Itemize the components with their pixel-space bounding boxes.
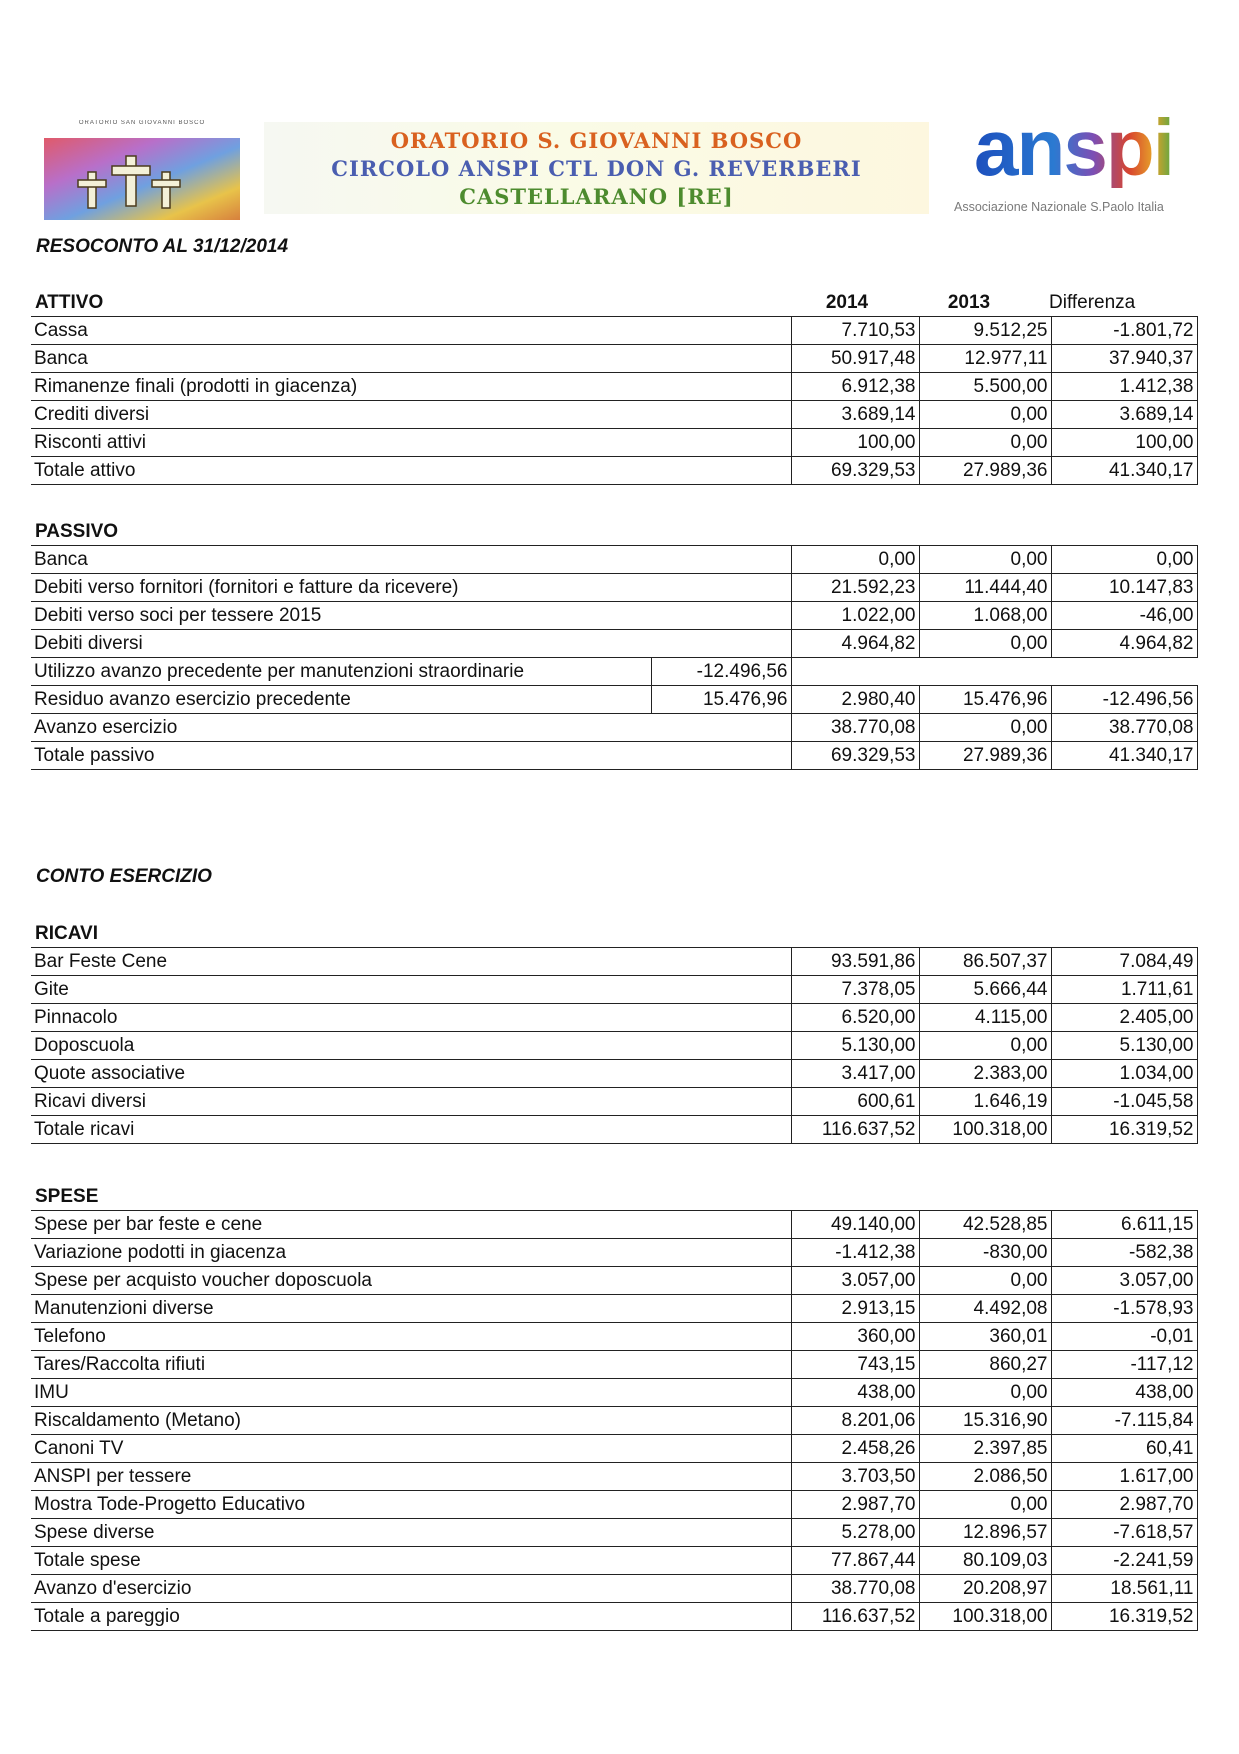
- value-2014: 116.637,52: [791, 1603, 919, 1631]
- page-header: [36, 103, 1206, 222]
- value-diff: 3.057,00: [1051, 1267, 1197, 1295]
- table-row: [31, 1407, 1197, 1435]
- value-2014: 3.703,50: [791, 1463, 919, 1491]
- row-extra-value: [651, 1295, 791, 1323]
- section-header: [31, 517, 1197, 545]
- row-extra-value: [651, 345, 791, 373]
- row-extra-value: [651, 1407, 791, 1435]
- header-line-1: ORATORIO S. GIOVANNI BOSCO: [390, 128, 803, 153]
- row-label: Risconti attivi: [31, 429, 651, 457]
- conto-title: CONTO ESERCIZIO: [36, 866, 212, 887]
- value-2014: 7.378,05: [791, 976, 919, 1004]
- value-diff: 18.561,11: [1051, 1575, 1197, 1603]
- row-label: Debiti diversi: [31, 630, 651, 658]
- value-2013: 2.383,00: [919, 1060, 1051, 1088]
- section-header: [31, 1182, 1197, 1210]
- table-row: [31, 1351, 1197, 1379]
- value-2013: 0,00: [919, 1379, 1051, 1407]
- row-label: Variazione podotti in giacenza: [31, 1239, 651, 1267]
- value-2013: 5.500,00: [919, 373, 1051, 401]
- table-row: [31, 1088, 1197, 1116]
- header-banner: [264, 122, 929, 214]
- row-extra-value: [651, 317, 791, 345]
- value-diff: 2.987,70: [1051, 1491, 1197, 1519]
- value-2014: 4.964,82: [791, 630, 919, 658]
- value-2014: 21.592,23: [791, 574, 919, 602]
- value-2013: 0,00: [919, 630, 1051, 658]
- value-diff: 16.319,52: [1051, 1603, 1197, 1631]
- row-extra-value: [651, 1463, 791, 1491]
- value-2013: 11.444,40: [919, 574, 1051, 602]
- spese-table: [31, 1210, 1198, 1631]
- value-diff: [1051, 658, 1197, 686]
- anspi-logo-subtitle: Associazione Nazionale S.Paolo Italia: [954, 200, 1164, 214]
- value-2014: 2.980,40: [791, 686, 919, 714]
- row-label: IMU: [31, 1379, 651, 1407]
- table-row: [31, 373, 1197, 401]
- row-extra-value: [651, 401, 791, 429]
- value-diff: -2.241,59: [1051, 1547, 1197, 1575]
- value-diff: 5.130,00: [1051, 1032, 1197, 1060]
- value-2014: 7.710,53: [791, 317, 919, 345]
- table-row: [31, 401, 1197, 429]
- row-label: Totale spese: [31, 1547, 651, 1575]
- table-row: [31, 345, 1197, 373]
- value-2013: -830,00: [919, 1239, 1051, 1267]
- row-extra-value: -12.496,56: [651, 658, 791, 686]
- value-2014: 38.770,08: [791, 1575, 919, 1603]
- row-label: Residuo avanzo esercizio precedente: [31, 686, 651, 714]
- value-diff: -0,01: [1051, 1323, 1197, 1351]
- value-2014: 3.689,14: [791, 401, 919, 429]
- value-diff: 0,00: [1051, 546, 1197, 574]
- value-2014: 5.130,00: [791, 1032, 919, 1060]
- value-2013: 1.068,00: [919, 602, 1051, 630]
- report-title: RESOCONTO AL 31/12/2014: [36, 236, 289, 257]
- row-label: Riscaldamento (Metano): [31, 1407, 651, 1435]
- table-row: [31, 1116, 1197, 1144]
- section-label: PASSIVO: [35, 521, 119, 542]
- attivo-table: [31, 316, 1198, 485]
- anspi-logo-word: anspi: [974, 103, 1173, 192]
- column-diff-header: Differenza: [1049, 292, 1136, 313]
- table-row: [31, 1267, 1197, 1295]
- table-row: [31, 457, 1197, 485]
- value-diff: 60,41: [1051, 1435, 1197, 1463]
- value-2014: [791, 658, 919, 686]
- row-extra-value: [651, 948, 791, 976]
- row-extra-value: [651, 1603, 791, 1631]
- row-label: Debiti verso soci per tessere 2015: [31, 602, 651, 630]
- value-2014: 743,15: [791, 1351, 919, 1379]
- header-line-3: CASTELLARANO [RE]: [459, 184, 734, 209]
- value-diff: 10.147,83: [1051, 574, 1197, 602]
- row-extra-value: [651, 1032, 791, 1060]
- value-2014: 69.329,53: [791, 742, 919, 770]
- oratorio-logo: [44, 122, 240, 220]
- table-row: [31, 1435, 1197, 1463]
- value-2013: 80.109,03: [919, 1547, 1051, 1575]
- row-label: Pinnacolo: [31, 1004, 651, 1032]
- row-extra-value: [651, 1239, 791, 1267]
- value-2013: 0,00: [919, 714, 1051, 742]
- row-label: Telefono: [31, 1323, 651, 1351]
- value-diff: -7.115,84: [1051, 1407, 1197, 1435]
- row-extra-value: [651, 373, 791, 401]
- row-extra-value: [651, 1435, 791, 1463]
- value-diff: 1.617,00: [1051, 1463, 1197, 1491]
- row-label: Manutenzioni diverse: [31, 1295, 651, 1323]
- value-2014: 69.329,53: [791, 457, 919, 485]
- value-2013: 20.208,97: [919, 1575, 1051, 1603]
- row-extra-value: [651, 1351, 791, 1379]
- section-header: [31, 919, 1197, 947]
- value-diff: 7.084,49: [1051, 948, 1197, 976]
- value-2013: 27.989,36: [919, 742, 1051, 770]
- value-2013: 12.896,57: [919, 1519, 1051, 1547]
- table-row: [31, 1239, 1197, 1267]
- row-extra-value: [651, 1379, 791, 1407]
- table-row: [31, 574, 1197, 602]
- row-label: Tares/Raccolta rifiuti: [31, 1351, 651, 1379]
- value-2013: 4.115,00: [919, 1004, 1051, 1032]
- section-header: [31, 288, 1197, 316]
- row-extra-value: [651, 1060, 791, 1088]
- row-extra-value: [651, 1116, 791, 1144]
- value-diff: 16.319,52: [1051, 1116, 1197, 1144]
- value-2013: 5.666,44: [919, 976, 1051, 1004]
- row-extra-value: [651, 1211, 791, 1239]
- value-2014: 8.201,06: [791, 1407, 919, 1435]
- table-row: [31, 429, 1197, 457]
- row-extra-value: [651, 1004, 791, 1032]
- value-2014: 3.057,00: [791, 1267, 919, 1295]
- row-label: Ricavi diversi: [31, 1088, 651, 1116]
- column-2013-header: 2013: [947, 292, 991, 313]
- value-2013: 0,00: [919, 546, 1051, 574]
- table-row: [31, 1463, 1197, 1491]
- value-diff: 3.689,14: [1051, 401, 1197, 429]
- value-2014: 2.913,15: [791, 1295, 919, 1323]
- row-extra-value: [651, 1267, 791, 1295]
- row-label: Spese per acquisto voucher doposcuola: [31, 1267, 651, 1295]
- table-row: [31, 686, 1197, 714]
- row-label: ANSPI per tessere: [31, 1463, 651, 1491]
- row-extra-value: [651, 742, 791, 770]
- oratorio-logo-caption: ORATORIO SAN GIOVANNI BOSCO: [78, 120, 206, 126]
- row-label: Banca: [31, 546, 651, 574]
- table-row: [31, 714, 1197, 742]
- value-diff: -1.045,58: [1051, 1088, 1197, 1116]
- row-extra-value: [651, 1547, 791, 1575]
- row-extra-value: [651, 574, 791, 602]
- row-extra-value: [651, 1575, 791, 1603]
- table-row: [31, 1004, 1197, 1032]
- row-label: Avanzo d'esercizio: [31, 1575, 651, 1603]
- value-2014: 0,00: [791, 546, 919, 574]
- anspi-logo: [936, 103, 1206, 222]
- row-label: Totale ricavi: [31, 1116, 651, 1144]
- table-row: [31, 1519, 1197, 1547]
- section-spese: [31, 1182, 1197, 1631]
- row-label: Bar Feste Cene: [31, 948, 651, 976]
- value-2013: 0,00: [919, 1491, 1051, 1519]
- value-diff: 37.940,37: [1051, 345, 1197, 373]
- row-label: Gite: [31, 976, 651, 1004]
- value-2014: 100,00: [791, 429, 919, 457]
- value-2014: 49.140,00: [791, 1211, 919, 1239]
- row-extra-value: [651, 546, 791, 574]
- table-row: [31, 1379, 1197, 1407]
- section-label: ATTIVO: [35, 292, 104, 313]
- value-diff: 38.770,08: [1051, 714, 1197, 742]
- row-extra-value: [651, 429, 791, 457]
- value-diff: 100,00: [1051, 429, 1197, 457]
- value-2013: [919, 658, 1051, 686]
- value-2014: 2.458,26: [791, 1435, 919, 1463]
- value-diff: -7.618,57: [1051, 1519, 1197, 1547]
- row-label: Rimanenze finali (prodotti in giacenza): [31, 373, 651, 401]
- table-row: [31, 658, 1197, 686]
- value-2013: 100.318,00: [919, 1116, 1051, 1144]
- value-2014: 38.770,08: [791, 714, 919, 742]
- ricavi-table: [31, 947, 1198, 1144]
- row-extra-value: [651, 1323, 791, 1351]
- row-label: Cassa: [31, 317, 651, 345]
- value-diff: -12.496,56: [1051, 686, 1197, 714]
- value-2013: 42.528,85: [919, 1211, 1051, 1239]
- value-2013: 0,00: [919, 1267, 1051, 1295]
- value-2014: 2.987,70: [791, 1491, 919, 1519]
- row-label: Doposcuola: [31, 1032, 651, 1060]
- value-2013: 100.318,00: [919, 1603, 1051, 1631]
- value-2014: 6.520,00: [791, 1004, 919, 1032]
- row-label: Crediti diversi: [31, 401, 651, 429]
- table-row: [31, 1060, 1197, 1088]
- value-2014: 5.278,00: [791, 1519, 919, 1547]
- row-label: Mostra Tode-Progetto Educativo: [31, 1491, 651, 1519]
- row-label: Debiti verso fornitori (fornitori e fatture da ricevere): [31, 574, 651, 602]
- value-2013: 12.977,11: [919, 345, 1051, 373]
- value-2014: 3.417,00: [791, 1060, 919, 1088]
- value-diff: 1.711,61: [1051, 976, 1197, 1004]
- value-2014: 116.637,52: [791, 1116, 919, 1144]
- value-2014: -1.412,38: [791, 1239, 919, 1267]
- row-extra-value: [651, 602, 791, 630]
- table-row: [31, 1547, 1197, 1575]
- table-row: [31, 1603, 1197, 1631]
- column-2014-header: 2014: [825, 292, 869, 313]
- value-2013: 27.989,36: [919, 457, 1051, 485]
- table-row: [31, 1032, 1197, 1060]
- table-row: [31, 976, 1197, 1004]
- row-extra-value: [651, 714, 791, 742]
- row-extra-value: [651, 976, 791, 1004]
- row-label: Avanzo esercizio: [31, 714, 651, 742]
- section-label: SPESE: [35, 1186, 99, 1207]
- value-diff: 6.611,15: [1051, 1211, 1197, 1239]
- value-diff: -46,00: [1051, 602, 1197, 630]
- value-diff: 1.034,00: [1051, 1060, 1197, 1088]
- value-diff: -117,12: [1051, 1351, 1197, 1379]
- value-2014: 77.867,44: [791, 1547, 919, 1575]
- value-diff: 2.405,00: [1051, 1004, 1197, 1032]
- table-row: [31, 317, 1197, 345]
- value-2014: 6.912,38: [791, 373, 919, 401]
- row-extra-value: [651, 457, 791, 485]
- section-ricavi: [31, 919, 1197, 1144]
- section-attivo: [31, 288, 1197, 485]
- row-extra-value: [651, 1491, 791, 1519]
- value-diff: 41.340,17: [1051, 742, 1197, 770]
- row-label: Totale attivo: [31, 457, 651, 485]
- table-row: [31, 1323, 1197, 1351]
- value-2013: 1.646,19: [919, 1088, 1051, 1116]
- section-label: RICAVI: [35, 923, 98, 944]
- value-2013: 15.316,90: [919, 1407, 1051, 1435]
- row-label: Utilizzo avanzo precedente per manutenzioni straordinarie: [31, 658, 651, 686]
- value-diff: -1.578,93: [1051, 1295, 1197, 1323]
- value-diff: 41.340,17: [1051, 457, 1197, 485]
- row-label: Spese diverse: [31, 1519, 651, 1547]
- row-label: Totale a pareggio: [31, 1603, 651, 1631]
- value-2013: 360,01: [919, 1323, 1051, 1351]
- section-passivo: [31, 517, 1197, 770]
- value-2013: 86.507,37: [919, 948, 1051, 976]
- value-2013: 4.492,08: [919, 1295, 1051, 1323]
- value-2013: 9.512,25: [919, 317, 1051, 345]
- row-extra-value: [651, 1519, 791, 1547]
- row-label: Totale passivo: [31, 742, 651, 770]
- header-line-2: CIRCOLO ANSPI CTL DON G. REVERBERI: [331, 156, 862, 181]
- value-2014: 360,00: [791, 1323, 919, 1351]
- row-label: Spese per bar feste e cene: [31, 1211, 651, 1239]
- value-diff: -1.801,72: [1051, 317, 1197, 345]
- value-2014: 600,61: [791, 1088, 919, 1116]
- value-diff: -582,38: [1051, 1239, 1197, 1267]
- value-diff: 438,00: [1051, 1379, 1197, 1407]
- row-label: Banca: [31, 345, 651, 373]
- value-2013: 860,27: [919, 1351, 1051, 1379]
- value-2013: 0,00: [919, 401, 1051, 429]
- table-row: [31, 742, 1197, 770]
- value-2014: 50.917,48: [791, 345, 919, 373]
- table-row: [31, 546, 1197, 574]
- value-2014: 1.022,00: [791, 602, 919, 630]
- value-2013: 2.397,85: [919, 1435, 1051, 1463]
- table-row: [31, 948, 1197, 976]
- row-extra-value: [651, 630, 791, 658]
- row-extra-value: [651, 1088, 791, 1116]
- row-label: Quote associative: [31, 1060, 651, 1088]
- value-2013: 0,00: [919, 429, 1051, 457]
- value-2013: 0,00: [919, 1032, 1051, 1060]
- table-row: [31, 1295, 1197, 1323]
- value-2013: 15.476,96: [919, 686, 1051, 714]
- value-2014: 438,00: [791, 1379, 919, 1407]
- table-row: [31, 602, 1197, 630]
- table-row: [31, 1575, 1197, 1603]
- passivo-table: [31, 545, 1198, 770]
- row-label: Canoni TV: [31, 1435, 651, 1463]
- table-row: [31, 630, 1197, 658]
- row-extra-value: 15.476,96: [651, 686, 791, 714]
- value-diff: 4.964,82: [1051, 630, 1197, 658]
- value-2014: 93.591,86: [791, 948, 919, 976]
- table-row: [31, 1211, 1197, 1239]
- table-row: [31, 1491, 1197, 1519]
- value-diff: 1.412,38: [1051, 373, 1197, 401]
- value-2013: 2.086,50: [919, 1463, 1051, 1491]
